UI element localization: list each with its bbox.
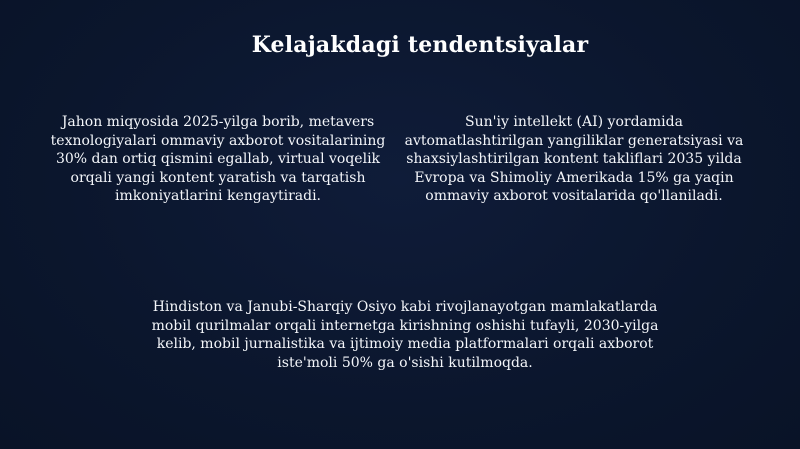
trend-paragraph-metaverse: Jahon miqyosida 2025-yilga borib, metavers texnologiyalari ommaviy axborot vositalarining 30% dan ortiq qismini egallab, virtual voqelik orqali yangi kontent yaratish va tarqatish imkoniyatlarini kengaytiradi.	[50, 114, 386, 204]
trend-paragraph-mobile: Hindiston va Janubi-Sharqiy Osiyo kabi rivojlanayotgan mamlakatlarda mobil qurilmalar orqali internetga kirishning oshishi tufayli, 2030-yilga kelib, mobil jurnalistika va ijtimoiy media platformalari orqali axborot iste'moli 50% ga o'sishi kutilmoqda.	[151, 299, 659, 371]
slide-title: Kelajakdagi tendentsiyalar	[251, 32, 589, 58]
trend-paragraph-ai: Sun'iy intellekt (AI) yordamida avtomatlashtirilgan yangiliklar generatsiyasi va shaxsiylashtirilgan kontent takliflari 2035 yilda Evropa va Shimoliy Amerikada 15% ga yaqin ommaviy axborot vositalarida qo'llaniladi.	[404, 114, 744, 204]
